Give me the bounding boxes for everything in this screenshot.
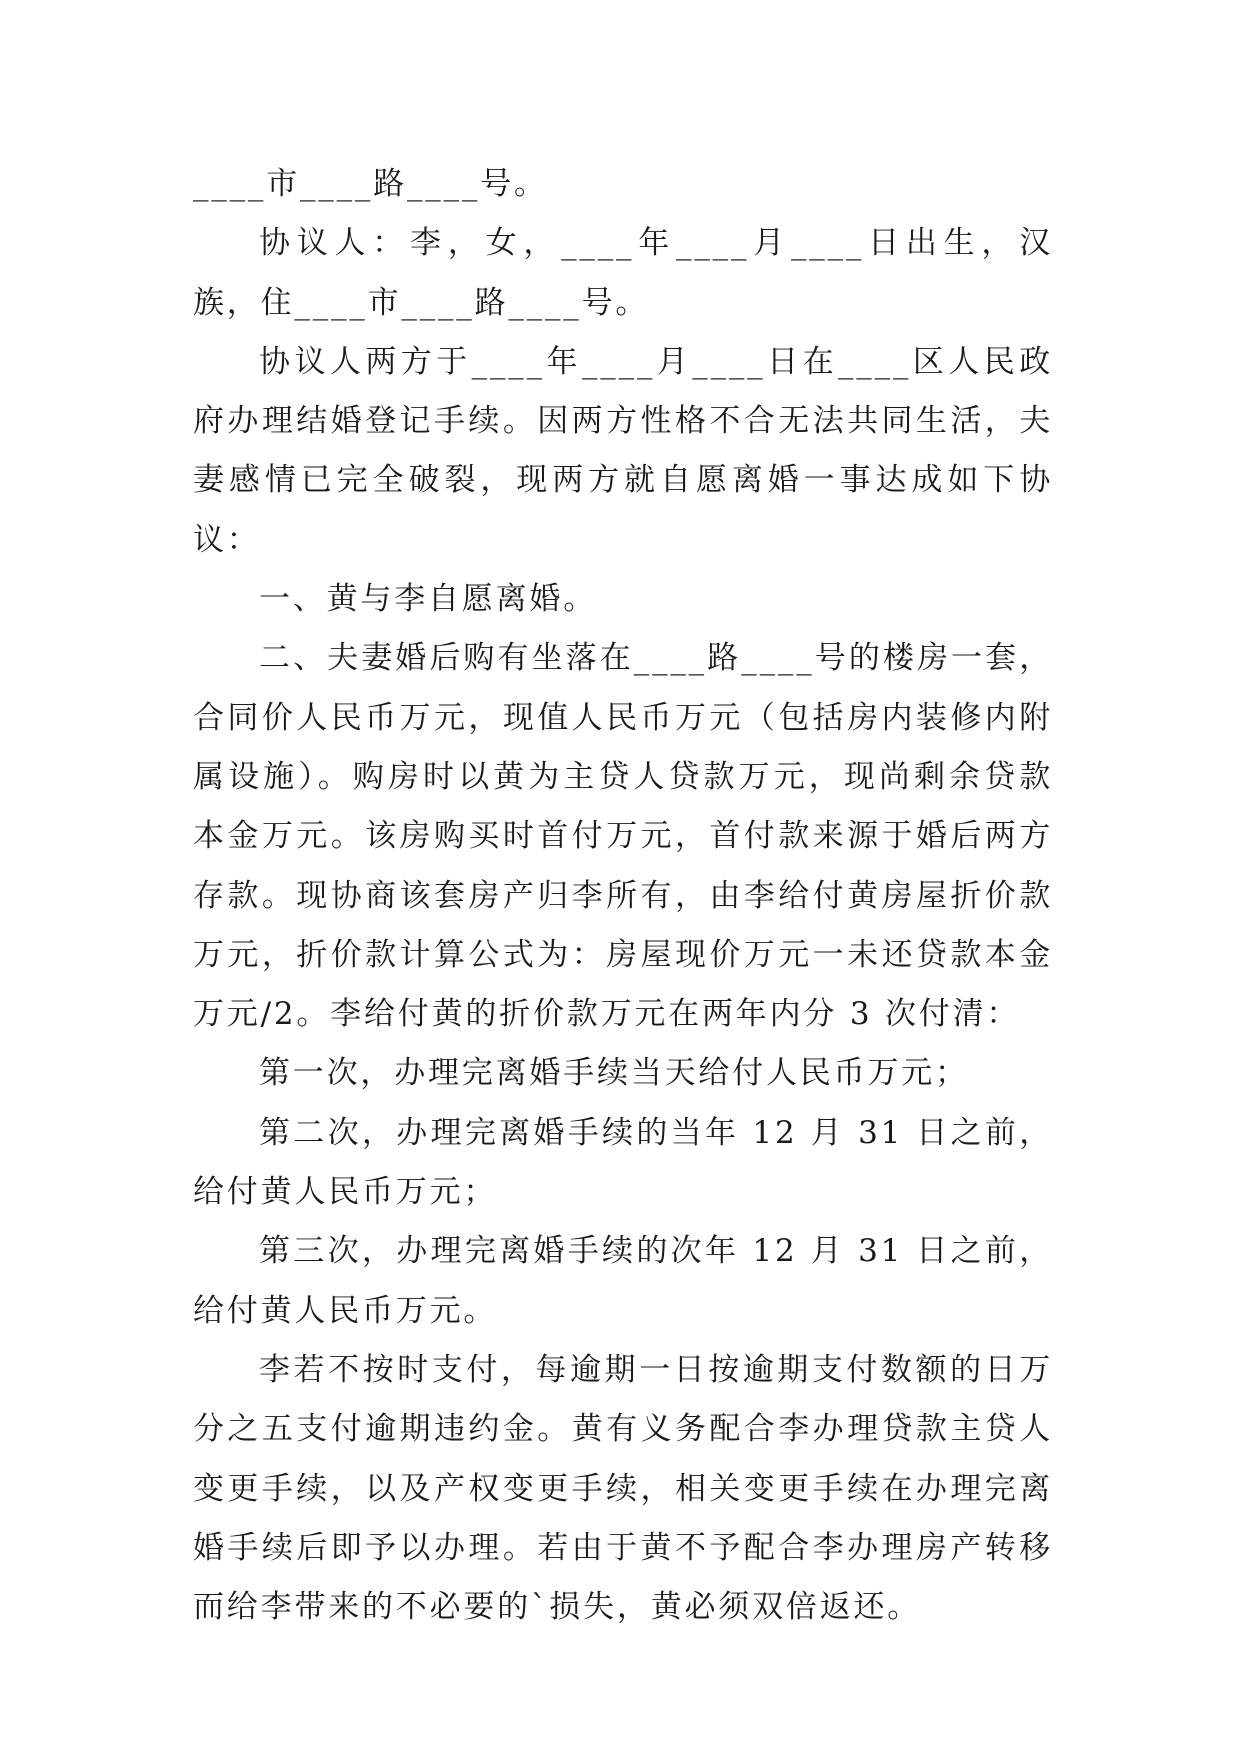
clause-2-property: 二、夫妻婚后购有坐落在____路____号的楼房一套，合同价人民币万元，现值人民币万元（包括房内装修内附属设施）。购房时以黄为主贷人贷款万元，现尚剩余贷款本金万元。该房购买时首付万元，首付款来源于婚后两方存款。现协商该套房产归李所有，由李给付黄房屋折价款万元，折价款计算公式为：房屋现价万元一未还贷款本金万元/2。李给付黄的折价款万元在两年内分 3 次付清： bbox=[193, 640, 1053, 1033]
payment-installment-3: 第三次，办理完离婚手续的次年 12 月 31 日之前，给付黄人民币万元。 bbox=[193, 1233, 1053, 1329]
payment-installment-1: 第一次，办理完离婚手续当天给付人民币万元； bbox=[259, 1055, 969, 1092]
party-li-info: 协议人：李，女，____年____月____日出生，汉族，住____市____路____号。 bbox=[193, 225, 1053, 321]
clause-1: 一、黄与李自愿离婚。 bbox=[259, 581, 597, 618]
payment-installment-2: 第二次，办理完离婚手续的当年 12 月 31 日之前，给付黄人民币万元； bbox=[193, 1114, 1053, 1211]
marriage-registration-paragraph: 协议人两方于____年____月____日在____区人民政府办理结婚登记手续。因两方性格不合无法共同生活，夫妻感情已完全破裂，现两方就自愿离婚一事达成如下协议： bbox=[193, 343, 1053, 558]
document-body bbox=[193, 155, 1053, 1637]
address-continuation: ____市____路____号。 bbox=[193, 166, 548, 202]
late-payment-penalty-paragraph: 李若不按时支付，每逾期一日按逾期支付数额的日万分之五支付逾期违约金。黄有义务配合李办理贷款主贷人变更手续，以及产权变更手续，相关变更手续在办理完离婚手续后即予以办理。若由于黄不予配合李办理房产转移而给李带来的不必要的`损失，黄必须双倍返还。 bbox=[193, 1351, 1053, 1626]
